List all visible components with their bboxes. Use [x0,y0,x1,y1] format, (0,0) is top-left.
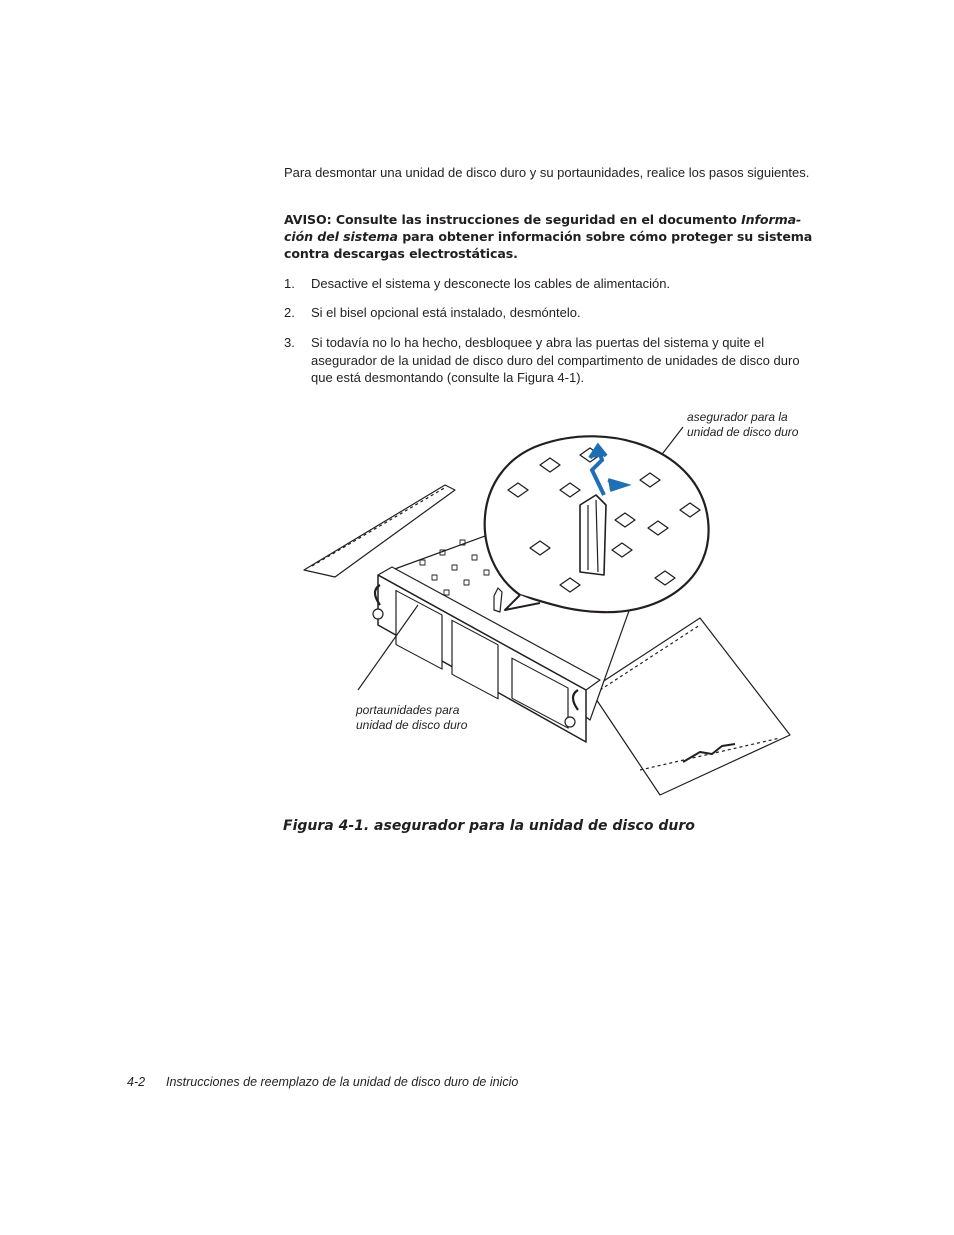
hard-drive-retainer-illustration [296,408,824,804]
right-door [590,618,790,795]
step-number: 1. [284,276,295,291]
notice-prefix: AVISO: Consulte las instrucciones de seguridad en el documento [284,212,742,227]
notice-suffix: para obtener información sobre cómo proteger su sistema contra descargas electrostáticas. [284,229,813,261]
callout-carrier: portaunidades para unidad de disco duro [356,703,468,732]
retainer-part [580,495,606,575]
footer-title: Instrucciones de reemplazo de la unidad de disco duro de inicio [166,1075,519,1089]
step-number: 3. [284,335,295,350]
thumbscrew [565,717,575,727]
intro-paragraph: Para desmontar una unidad de disco duro y su portaunidades, realice los pasos siguientes. [284,165,810,180]
thumbscrew [373,609,383,619]
callout-retainer: asegurador para la unidad de disco duro [687,410,799,439]
footer-page-number: 4-2 [127,1075,146,1089]
step-text: Desactive el sistema y desconecte los cables de alimentación. [311,276,671,291]
step-number: 2. [284,305,295,320]
step-text: Si el bisel opcional está instalado, desmóntelo. [311,305,581,320]
notice-doc-title: Informa-ción del sistema [284,212,802,244]
figure-caption: Figura 4-1. asegurador para la unidad de disco duro [283,818,695,834]
step-text: Si todavía no lo ha hecho, desbloquee y abra las puertas del sistema y quite el asegurador de la unidad de disco duro del compartimento de unidades de disco duro que está desmontando (consulte la Figura 4-1). [311,335,800,385]
notice-paragraph [284,211,824,262]
